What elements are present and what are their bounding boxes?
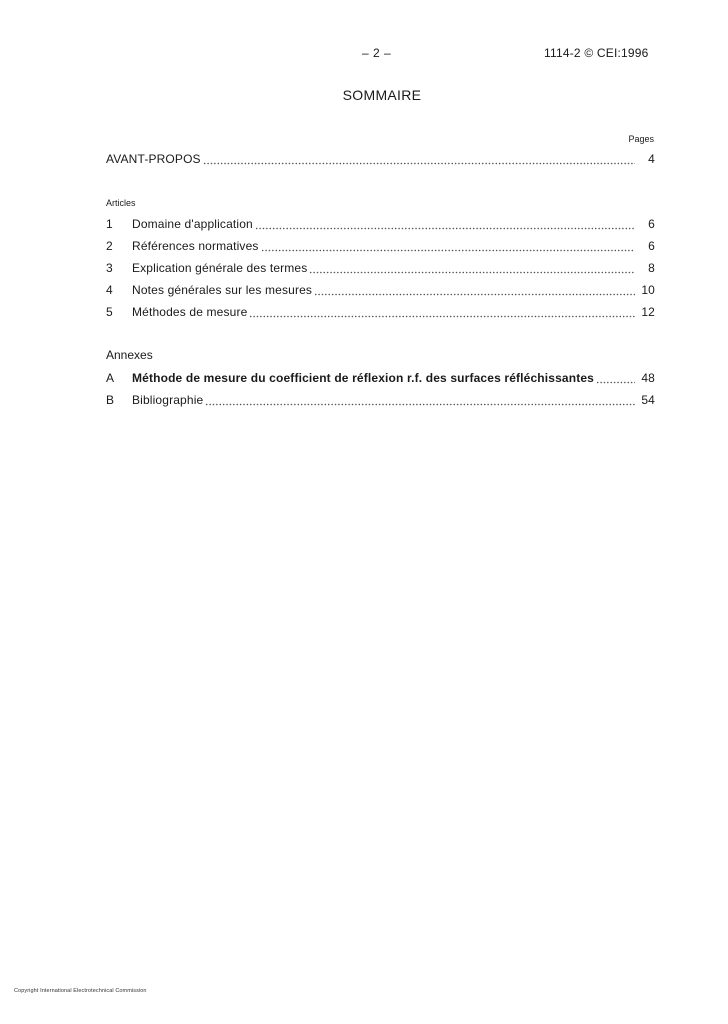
toc-entry-page: 10: [641, 283, 655, 297]
pages-column-label: Pages: [628, 134, 654, 144]
toc-entry-number: 5: [106, 305, 113, 319]
toc-entry-page: 54: [641, 393, 655, 407]
toc-entry-number: B: [106, 393, 115, 407]
toc-entry-number: 1: [106, 217, 113, 231]
toc-entry-page: 6: [648, 217, 655, 231]
toc-entry-annex-a[interactable]: [106, 371, 655, 387]
toc-entry-number: 4: [106, 283, 113, 297]
toc-entry-page: 6: [648, 239, 655, 253]
dot-leader: [249, 309, 635, 318]
toc-entry-title: Notes générales sur les mesures: [132, 283, 313, 297]
toc-entry-title: Domaine d'application: [132, 217, 253, 231]
toc-entry-title: Bibliographie: [132, 393, 204, 407]
toc-entry-article-1[interactable]: [106, 217, 655, 233]
annexes-label: Annexes: [106, 348, 153, 362]
toc-entry-article-3[interactable]: [106, 261, 655, 277]
dot-leader: [255, 221, 635, 230]
toc-entry-title: Références normatives: [132, 239, 259, 253]
toc-entry-annex-b[interactable]: [106, 393, 655, 409]
toc-entry-article-2[interactable]: [106, 239, 655, 255]
toc-entry-title: Explication générale des termes: [132, 261, 308, 275]
toc-entry-number: 3: [106, 261, 113, 275]
document-reference: 1114-2 © CEI:1996: [544, 46, 649, 60]
toc-entry-title: AVANT-PROPOS: [106, 152, 201, 166]
toc-entry-number: 2: [106, 239, 113, 253]
dot-leader: [309, 265, 635, 274]
toc-entry-title: Méthode de mesure du coefficient de réflexion r.f. des surfaces réfléchissantes: [132, 371, 595, 385]
toc-entry-page: 4: [648, 152, 655, 166]
toc-entry-page: 12: [641, 305, 655, 319]
toc-entry-article-5[interactable]: [106, 305, 655, 321]
dot-leader: [596, 375, 635, 384]
dot-leader: [314, 287, 635, 296]
toc-entry-number: A: [106, 371, 115, 385]
dot-leader: [203, 156, 635, 165]
copyright-notice: Copyright International Electrotechnical Commission: [14, 988, 147, 994]
dot-leader: [261, 243, 635, 252]
articles-label: Articles: [106, 198, 136, 208]
toc-entry-article-4[interactable]: [106, 283, 655, 299]
toc-entry-page: 48: [641, 371, 655, 385]
toc-entry-page: 8: [648, 261, 655, 275]
toc-entry-title: Méthodes de mesure: [132, 305, 248, 319]
toc-entry-foreword[interactable]: [106, 152, 655, 168]
dot-leader: [205, 397, 635, 406]
toc-title: SOMMAIRE: [342, 87, 422, 103]
page-number: – 2 –: [362, 46, 392, 60]
